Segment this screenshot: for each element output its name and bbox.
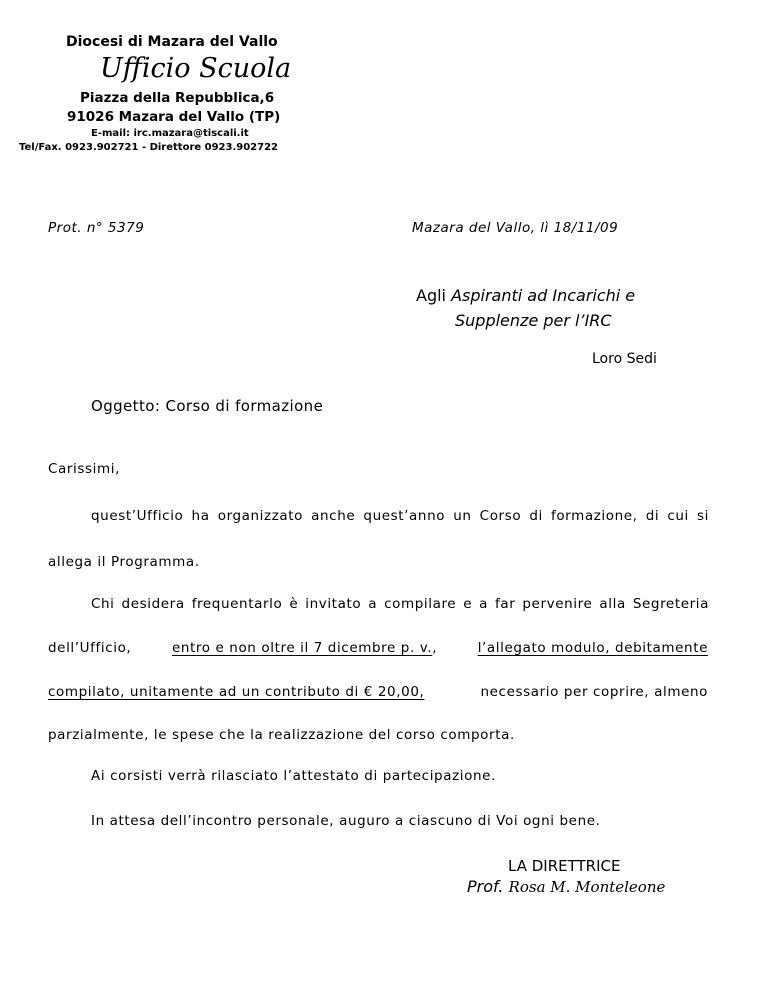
signature-name: Rosa M. Monteleone <box>508 878 666 896</box>
subject-label: Oggetto <box>91 397 155 415</box>
header-email: E-mail: irc.mazara@tiscali.it <box>91 128 249 139</box>
paragraph-2-line-2 <box>48 640 708 656</box>
comma: , <box>432 640 438 656</box>
header-address-city: 91026 Mazara del Vallo (TP) <box>67 109 281 125</box>
paragraph-1-line-1: quest’Ufficio ha organizzato anche quest’anno un Corso di formazione, di cui si <box>91 508 709 524</box>
recipient-prefix: Agli <box>416 286 446 305</box>
protocol-number: Prot. n° 5379 <box>48 220 145 236</box>
subject-line <box>91 397 323 415</box>
signature-name-line <box>467 877 665 896</box>
paragraph-2-line-3 <box>48 684 708 700</box>
deadline-text <box>172 640 437 656</box>
recipient-line-2: Supplenze per l’IRC <box>455 311 612 330</box>
contribution-text: compilato, unitamente ad un contributo di € 20,00, <box>48 684 425 700</box>
module-text: l’allegato modulo, debitamente <box>477 640 708 656</box>
paragraph-2-purpose: necessario per coprire, almeno <box>480 684 708 700</box>
signature-prof: Prof. <box>467 877 504 896</box>
recipient-block <box>416 286 635 305</box>
paragraph-2-text: dell’Ufficio, <box>48 640 132 656</box>
paragraph-3: Ai corsisti verrà rilasciato l’attestato di partecipazione. <box>91 768 496 784</box>
paragraph-4: In attesa dell’incontro personale, auguro a ciascuno di Voi ogni bene. <box>91 813 601 829</box>
subject-text: : Corso di formazione <box>154 397 324 415</box>
paragraph-1-line-2: allega il Programma. <box>48 554 200 570</box>
recipient-line-1: Aspiranti ad Incarichi e <box>451 286 636 305</box>
header-phones: Tel/Fax. 0923.902721 - Direttore 0923.902722 <box>19 142 279 153</box>
greeting: Carissimi, <box>48 461 121 477</box>
loro-sedi: Loro Sedi <box>592 351 657 367</box>
header-address-street: Piazza della Repubblica,6 <box>80 90 275 106</box>
header-office: Ufficio Scuola <box>100 53 292 84</box>
paragraph-2-line-4: parzialmente, le spese che la realizzazione del corso comporta. <box>48 727 515 743</box>
place-date: Mazara del Vallo, lì 18/11/09 <box>412 220 619 236</box>
signature-title: LA DIRETTRICE <box>508 857 621 875</box>
header-diocese: Diocesi di Mazara del Vallo <box>66 34 278 50</box>
deadline-underlined: entro e non oltre il 7 dicembre p. v. <box>171 640 433 656</box>
paragraph-2-line-1: Chi desidera frequentarlo è invitato a compilare e a far pervenire alla Segreteria <box>91 596 709 612</box>
